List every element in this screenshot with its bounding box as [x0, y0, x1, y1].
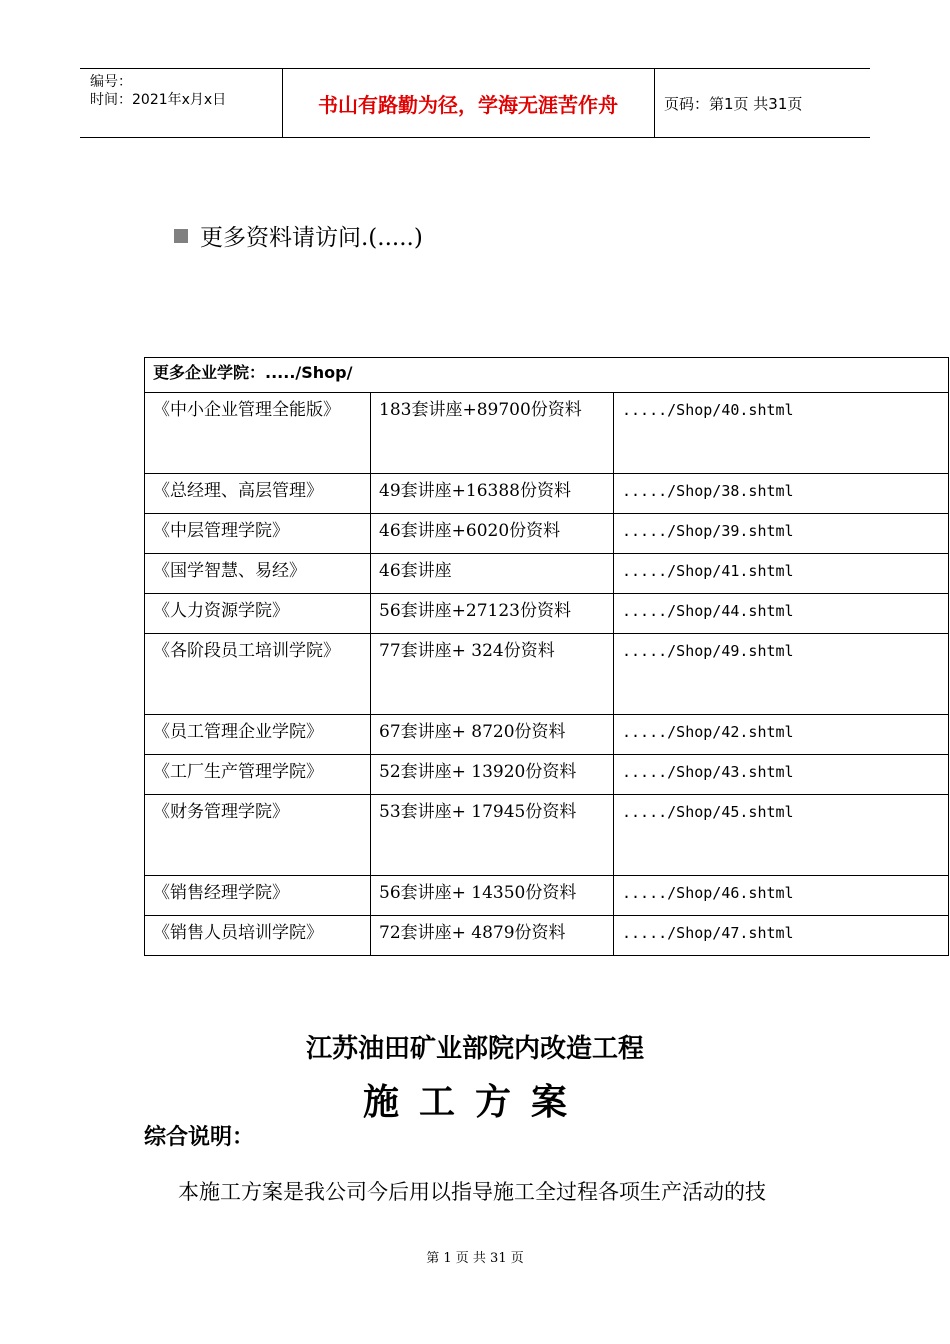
- course-link-cell[interactable]: [614, 514, 949, 554]
- course-link-cell-text: ...../Shop/43.shtml: [622, 763, 794, 781]
- table-row: [145, 916, 949, 956]
- course-content-cell-text: 56套讲座+ 14350份资料: [379, 883, 577, 903]
- table-row: [145, 514, 949, 554]
- course-name-cell: [145, 554, 371, 594]
- course-name-cell: [145, 916, 371, 956]
- number-label: 编号：: [90, 74, 132, 90]
- course-content-cell: [371, 715, 614, 755]
- course-link-cell-text: ...../Shop/39.shtml: [622, 522, 794, 540]
- course-content-cell: [371, 755, 614, 795]
- table-row: [145, 594, 949, 634]
- course-name-cell-text: 《员工管理企业学院》: [153, 722, 323, 742]
- course-link-cell[interactable]: [614, 474, 949, 514]
- header-motto: 书山有路勤为径，学海无涯苦作舟: [318, 92, 618, 117]
- course-link-cell[interactable]: [614, 715, 949, 755]
- course-name-cell: [145, 876, 371, 916]
- course-link-cell[interactable]: [614, 393, 949, 474]
- course-content-cell: [371, 795, 614, 876]
- course-content-cell-text: 53套讲座+ 17945份资料: [379, 802, 577, 822]
- header-divider: [654, 69, 655, 137]
- course-name-cell: [145, 594, 371, 634]
- course-link-cell-text: ...../Shop/47.shtml: [622, 924, 794, 942]
- document-title: 江苏油田矿业部院内改造工程: [305, 1034, 644, 1064]
- square-bullet-icon: [174, 229, 188, 243]
- course-content-cell-text: 46套讲座+6020份资料: [379, 521, 561, 541]
- course-link-cell[interactable]: [614, 795, 949, 876]
- table-row: [145, 755, 949, 795]
- course-link-cell-text: ...../Shop/45.shtml: [622, 803, 794, 821]
- course-link-cell[interactable]: [614, 634, 949, 715]
- course-content-cell-text: 77套讲座+ 324份资料: [379, 641, 555, 661]
- course-content-cell-text: 67套讲座+ 8720份资料: [379, 722, 566, 742]
- course-name-cell: [145, 393, 371, 474]
- section-heading: 综合说明：: [144, 1125, 255, 1150]
- table-row: [145, 554, 949, 594]
- course-content-cell: [371, 876, 614, 916]
- table-heading: 更多企业学院：...../Shop/: [145, 358, 949, 393]
- course-name-cell-text: 《销售经理学院》: [153, 883, 289, 903]
- time-label: 时间：2021年x月x日: [90, 92, 227, 108]
- course-content-cell-text: 52套讲座+ 13920份资料: [379, 762, 577, 782]
- course-link-cell[interactable]: [614, 876, 949, 916]
- course-content-cell: [371, 634, 614, 715]
- course-name-cell: [145, 634, 371, 715]
- table-row: [145, 876, 949, 916]
- course-link-cell-text: ...../Shop/46.shtml: [622, 884, 794, 902]
- course-link-cell[interactable]: [614, 594, 949, 634]
- header-meta: [90, 73, 226, 109]
- table-row: [145, 715, 949, 755]
- course-link-cell-text: ...../Shop/38.shtml: [622, 482, 794, 500]
- course-name-cell-text: 《国学智慧、易经》: [153, 561, 306, 581]
- course-content-cell-text: 56套讲座+27123份资料: [379, 601, 571, 621]
- table-row: [145, 634, 949, 715]
- notice-line: [174, 219, 423, 252]
- course-name-cell: [145, 795, 371, 876]
- course-name-cell-text: 《销售人员培训学院》: [153, 923, 323, 943]
- course-content-cell: [371, 514, 614, 554]
- course-name-cell-text: 《中小企业管理全能版》: [153, 400, 340, 420]
- course-link-cell[interactable]: [614, 916, 949, 956]
- page-footer: 第 1 页 共 31 页: [426, 1251, 524, 1266]
- body-paragraph: 本施工方案是我公司今后用以指导施工全过程各项生产活动的技: [178, 1180, 766, 1204]
- course-content-cell: [371, 594, 614, 634]
- table-row: [145, 795, 949, 876]
- course-name-cell-text: 《中层管理学院》: [153, 521, 289, 541]
- course-name-cell-text: 《总经理、高层管理》: [153, 481, 323, 501]
- table-row: [145, 393, 949, 474]
- course-name-cell: [145, 715, 371, 755]
- course-link-cell[interactable]: [614, 755, 949, 795]
- course-content-cell-text: 49套讲座+16388份资料: [379, 481, 571, 501]
- course-content-cell-text: 72套讲座+ 4879份资料: [379, 923, 566, 943]
- course-content-cell: [371, 393, 614, 474]
- table-row: [145, 474, 949, 514]
- document-subtitle: 施工方案: [362, 1082, 587, 1123]
- course-name-cell-text: 《工厂生产管理学院》: [153, 762, 323, 782]
- course-name-cell: [145, 514, 371, 554]
- course-name-cell-text: 《人力资源学院》: [153, 601, 289, 621]
- resource-table: [144, 357, 949, 956]
- course-link-cell-text: ...../Shop/41.shtml: [622, 562, 794, 580]
- course-link-cell-text: ...../Shop/40.shtml: [622, 401, 794, 419]
- course-content-cell: [371, 554, 614, 594]
- notice-text: 更多资料请访问.(.....): [200, 225, 423, 251]
- course-link-cell-text: ...../Shop/44.shtml: [622, 602, 794, 620]
- course-content-cell: [371, 916, 614, 956]
- course-name-cell: [145, 755, 371, 795]
- course-link-cell-text: ...../Shop/49.shtml: [622, 642, 794, 660]
- course-name-cell-text: 《各阶段员工培训学院》: [153, 641, 340, 661]
- course-content-cell: [371, 474, 614, 514]
- header-page-code: 页码：第1页 共31页: [664, 94, 803, 113]
- course-content-cell-text: 183套讲座+89700份资料: [379, 400, 582, 420]
- course-link-cell[interactable]: [614, 554, 949, 594]
- course-content-cell-text: 46套讲座: [379, 561, 452, 581]
- course-name-cell-text: 《财务管理学院》: [153, 802, 289, 822]
- course-name-cell: [145, 474, 371, 514]
- table-heading-row: [145, 358, 949, 393]
- course-link-cell-text: ...../Shop/42.shtml: [622, 723, 794, 741]
- document-header: [80, 68, 870, 138]
